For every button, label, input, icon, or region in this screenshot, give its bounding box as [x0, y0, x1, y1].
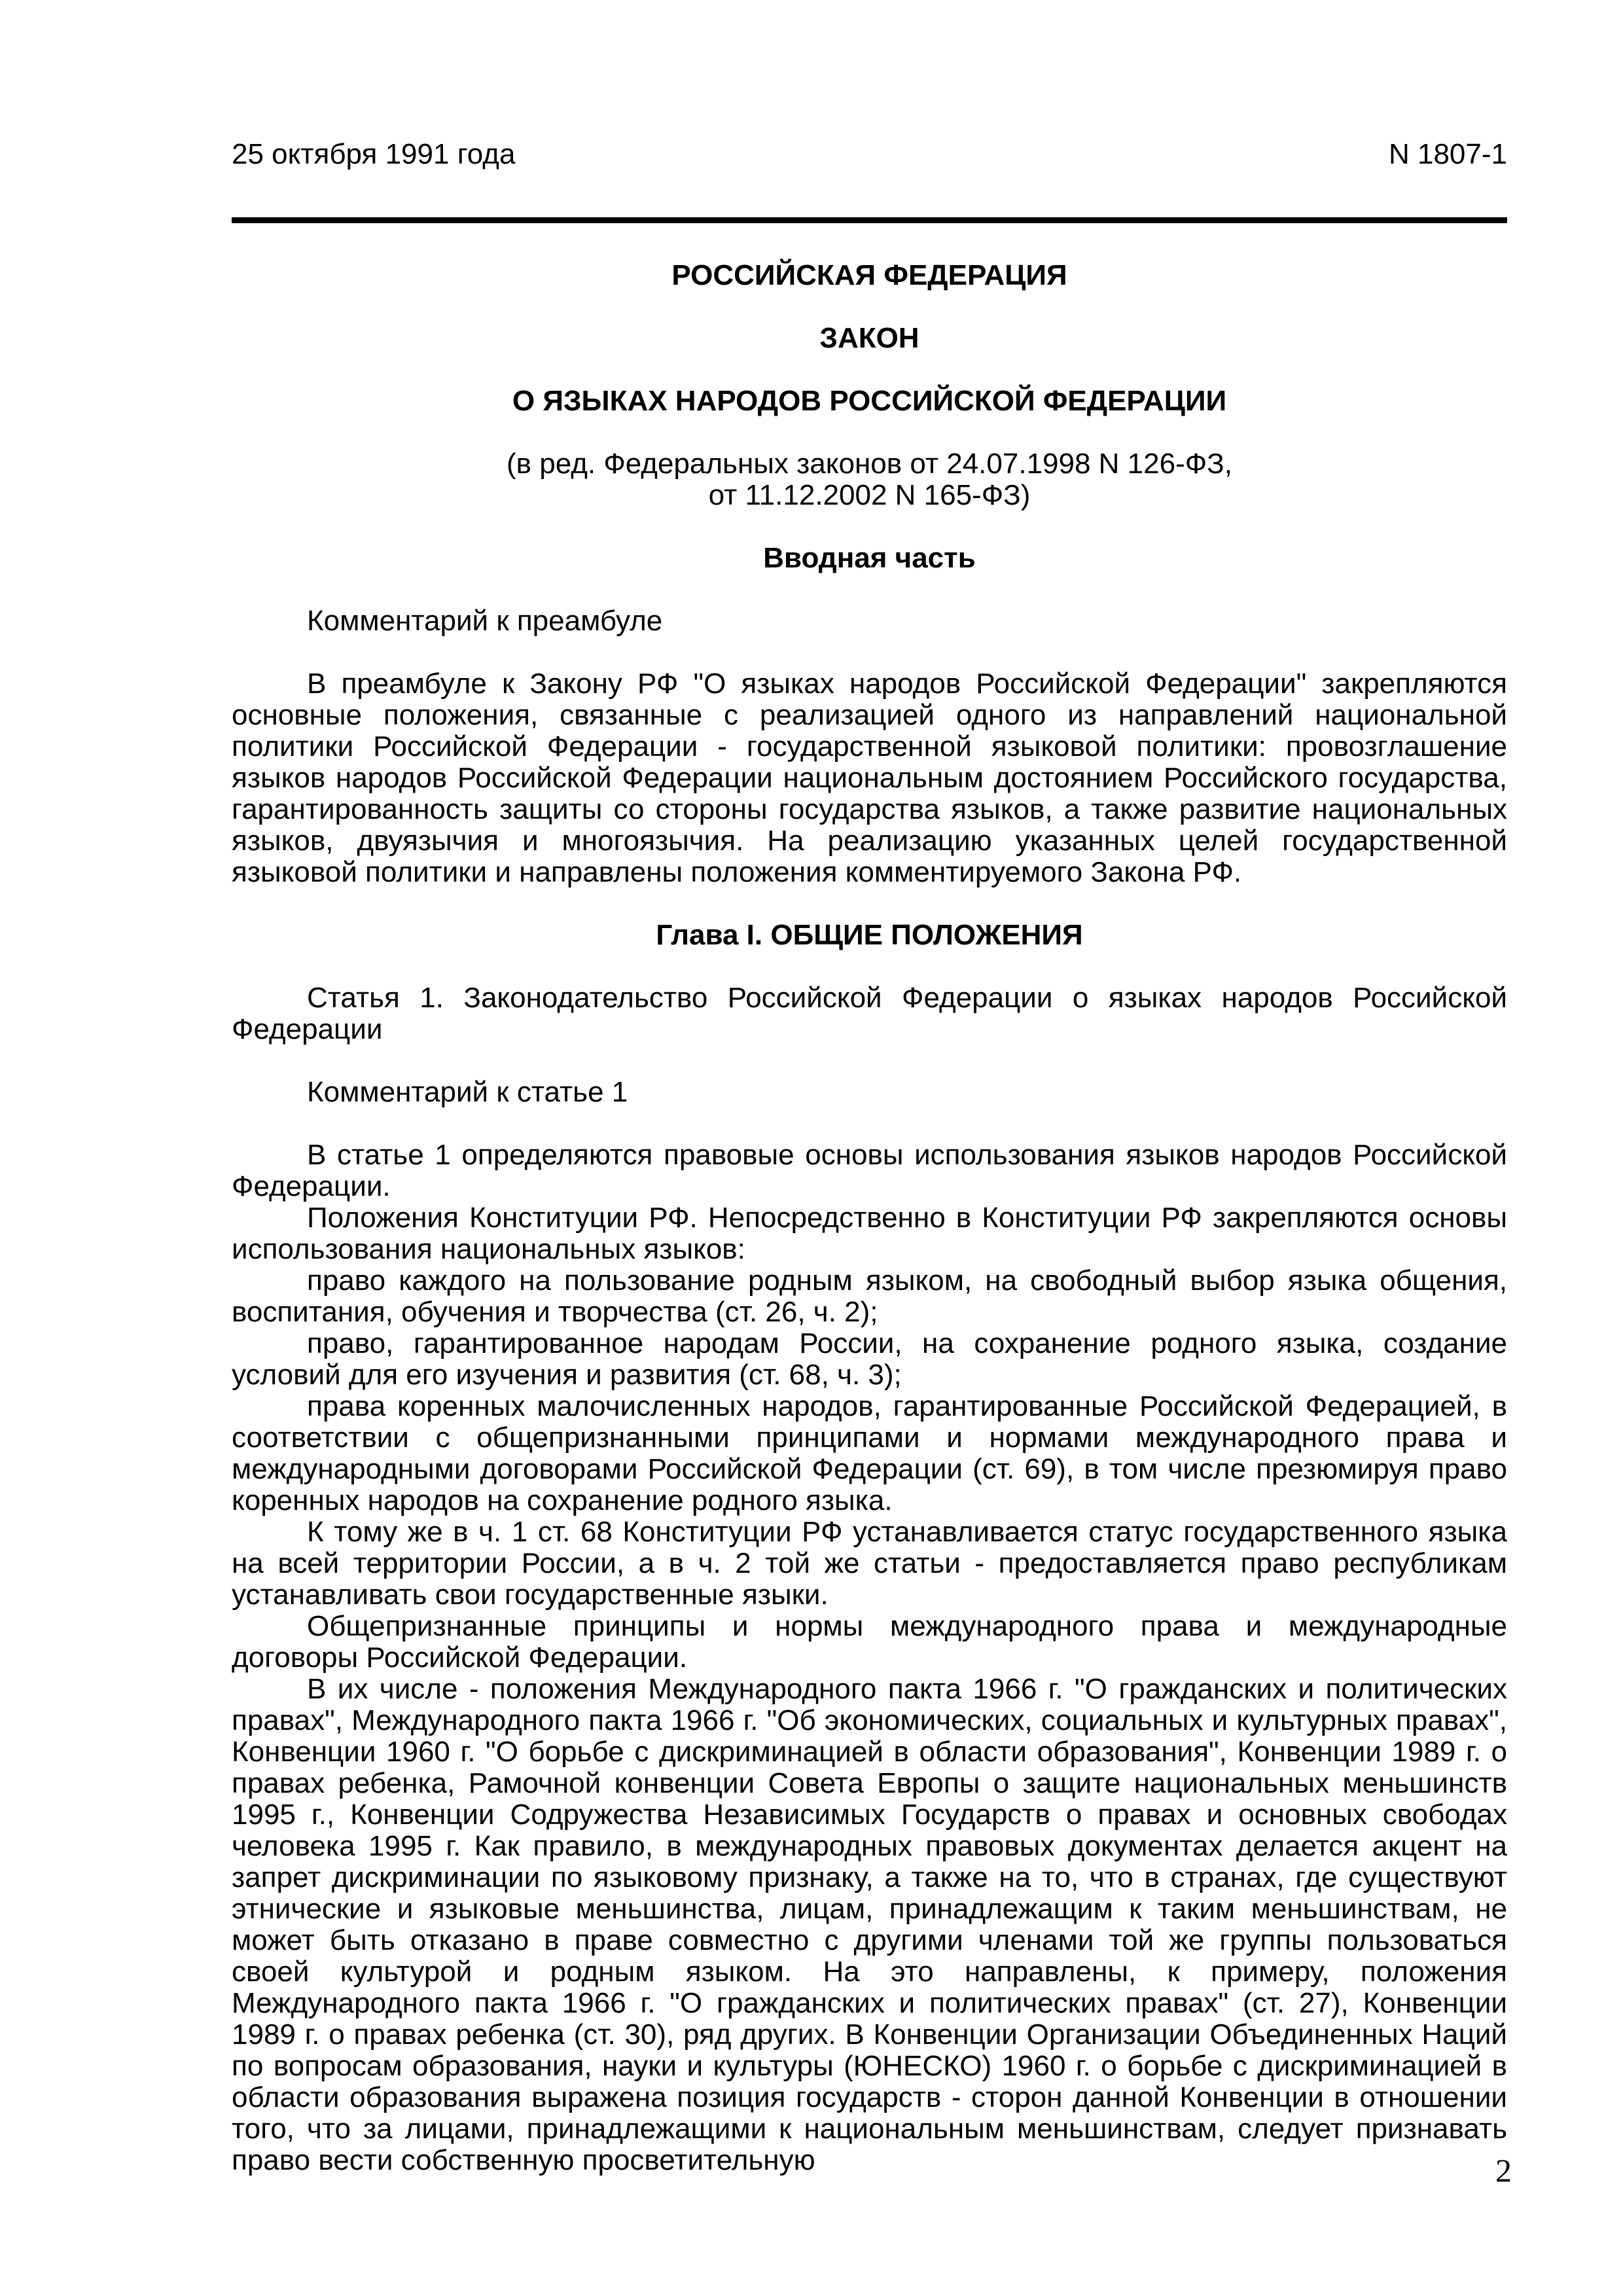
article-title-block [232, 982, 1507, 1045]
article-paragraph: право, гарантированное народам России, на сохранение родного языка, создание условий для его изучения и развития (ст. 68, ч. 3); [232, 1327, 1507, 1391]
intro-paragraph-block [232, 668, 1507, 888]
document-header [232, 139, 1507, 170]
article-paragraph: К тому же в ч. 1 ст. 68 Конституции РФ устанавливается статус государственного языка на всей территории России, а в ч. 2 той же статьи - предоставляется право республикам устанавливать свои государственные языки. [232, 1516, 1507, 1611]
header-rule [232, 217, 1507, 223]
article-paragraph: Положения Конституции РФ. Непосредственно в Конституции РФ закрепляются основы использования национальных языков: [232, 1202, 1507, 1265]
title-country: РОССИЙСКАЯ ФЕДЕРАЦИЯ [671, 259, 1067, 291]
title-act-type: ЗАКОН [819, 322, 919, 354]
article-paragraph: В их числе - положения Международного пакта 1966 г. "О гражданских и политических правах", Международного пакта 1966 г. "Об экономических, социальных и культурных правах", Конвенции 1960 г. "О борьбе с дискриминацией в области образования", Конвенции 1989 г. о правах ребенка, Рамочной конвенции Совета Европы о защите национальных меньшинств 1995 г., Конвенции Содружества Независимых Государств о правах и основных свободах человека 1995 г. Как правило, в международных правовых документах делается акцент на запрет дискриминации по языковому признаку, а также на то, что в странах, где существуют этнические и языковые меньшинства, лицам, принадлежащим к таким меньшинствам, не может быть отказано в праве совместно с другими членами той же группы пользоваться своей культурой и родным языком. На это направлены, к примеру, положения Международного пакта 1966 г. "О гражданских и политических правах" (ст. 27), Конвенции 1989 г. о правах ребенка (ст. 30), ряд других. В Конвенции Организации Объединенных Наций по вопросам образования, науки и культуры (ЮНЕСКО) 1960 г. о борьбе с дискриминацией в области образования выражена позиция государств - сторон данной Конвенции в отношении того, что за лицами, принадлежащими к национальным меньшинствам, следует признавать право вести собственную просветительную [232, 1673, 1507, 2176]
doc-number: N 1807-1 [1388, 138, 1507, 170]
intro-section-heading: Вводная часть [763, 542, 976, 574]
page-number: 2 [1495, 2152, 1512, 2189]
chapter-heading: Глава I. ОБЩИЕ ПОЛОЖЕНИЯ [656, 919, 1083, 951]
amendment-line: от 11.12.2002 N 165-ФЗ) [708, 479, 1031, 511]
amendments-note [232, 448, 1507, 511]
article-title: Статья 1. Законодательство Российской Федерации о языках народов Российской Федерации [232, 982, 1507, 1045]
article-paragraph: права коренных малочисленных народов, гарантированные Российской Федерацией, в соответствии с общепризнанными принципами и нормами международного права и международными договорами Российской Федерации (ст. 69), в том числе презюмируя право коренных народов на сохранение родного языка. [232, 1390, 1507, 1516]
article-body [232, 1139, 1507, 2176]
article-paragraph: В статье 1 определяются правовые основы использования языков народов Российской Федерации. [232, 1139, 1507, 1202]
title-subject: О ЯЗЫКАХ НАРОДОВ РОССИЙСКОЙ ФЕДЕРАЦИИ [512, 385, 1227, 417]
doc-date: 25 октября 1991 года [232, 138, 516, 170]
intro-paragraph: В преамбуле к Закону РФ "О языках народов Российской Федерации" закрепляются основные положения, связанные с реализацией одного из направлений национальной политики Российской Федерации - государственной языковой политики: провозглашение языков народов Российской Федерации национальным достоянием Российского государства, гарантированность защиты со стороны государства языков, а также развитие национальных языков, двуязычия и многоязычия. На реализацию указанных целей государственной языковой политики и направлены положения комментируемого Закона РФ. [232, 668, 1507, 888]
article-comment-label: Комментарий к статье 1 [307, 1076, 628, 1108]
article-paragraph: Общепризнанные принципы и нормы международного права и международные договоры Российской Федерации. [232, 1610, 1507, 1674]
article-paragraph: право каждого на пользование родным языком, на свободный выбор языка общения, воспитания, обучения и творчества (ст. 26, ч. 2); [232, 1265, 1507, 1328]
intro-comment-label: Комментарий к преамбуле [307, 605, 663, 637]
amendment-line: (в ред. Федеральных законов от 24.07.1998 N 126-ФЗ, [506, 448, 1232, 480]
